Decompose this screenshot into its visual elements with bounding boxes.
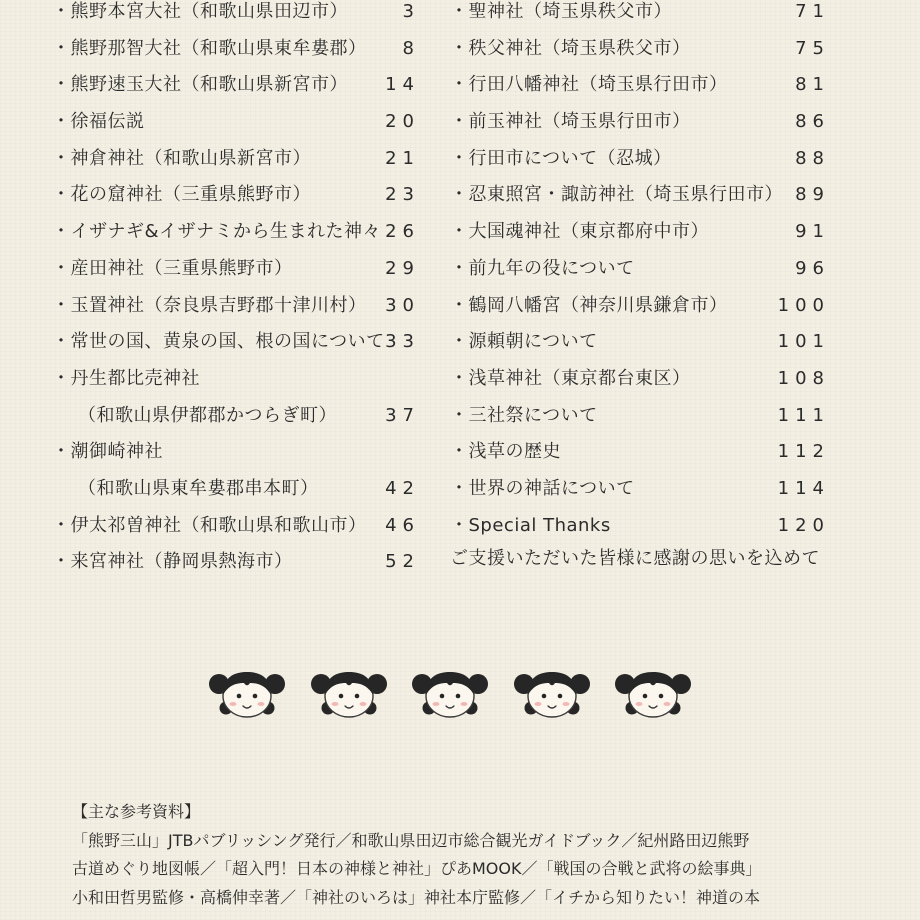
- toc-entry: [52, 434, 424, 471]
- toc-entry-title: ・源頼朝について: [450, 331, 598, 353]
- toc-entry: [450, 141, 834, 178]
- toc-entry-page: 88: [795, 147, 830, 169]
- toc-entry-title: ・鶴岡八幡宮（神奈川県鎌倉市）: [450, 294, 728, 316]
- toc-entry-page: 91: [795, 221, 830, 243]
- toc-entry: [450, 434, 834, 471]
- toc-entry: [450, 177, 834, 214]
- toc-entry: [450, 508, 834, 545]
- toc-entry: [450, 251, 834, 288]
- toc-entry: [450, 324, 834, 361]
- toc-entry-page: 14: [385, 74, 420, 96]
- girl-face-icon: [405, 663, 495, 723]
- toc-entry-title: ・熊野本宮大社（和歌山県田辺市）: [52, 1, 348, 22]
- toc-entry-title: ・前玉神社（埼玉県行田市）: [450, 111, 691, 133]
- toc-entry-title: ・浅草の歴史: [450, 441, 561, 463]
- toc-entry: [52, 324, 424, 361]
- toc-entry-title: ・三社祭について: [450, 404, 598, 426]
- toc-entry-page: 112: [777, 441, 830, 463]
- toc-entry-title: ・前九年の役について: [450, 257, 635, 279]
- references-line: 小和田哲男監修・高橋伸幸著／「神社のいろは」神社本庁監修／「イチから知りたい！神道の本: [72, 887, 761, 907]
- toc-entry-page: 23: [385, 184, 420, 206]
- toc-entry-title: ・Special Thanks: [450, 514, 611, 536]
- toc-entry: [450, 0, 834, 31]
- references-heading: 【主な参考資料】: [72, 802, 201, 821]
- toc-entry-title: ・産田神社（三重県熊野市）: [52, 257, 293, 279]
- toc-entry-page: 3: [402, 1, 420, 22]
- toc-entry-title: ・玉置神社（奈良県吉野郡十津川村）: [52, 294, 367, 316]
- girl-face-icon: [202, 663, 292, 723]
- toc-entry-page: 52: [385, 551, 420, 573]
- toc-entry-page: 33: [385, 331, 420, 353]
- toc-entry-page: 101: [777, 331, 830, 353]
- toc-entry-page: 81: [795, 74, 830, 96]
- toc-entry: [52, 398, 424, 435]
- girl-face-icon: [608, 663, 698, 723]
- toc-entry: [52, 104, 424, 141]
- toc-entry: [52, 177, 424, 214]
- toc-entry-page: 26: [385, 221, 420, 243]
- toc-entry: [450, 471, 834, 508]
- toc-entry-title: ・イザナギ&イザナミから生まれた神々: [52, 221, 382, 243]
- toc-entry-page: 100: [777, 294, 830, 316]
- toc-entry-title: ・行田市について（忍城）: [450, 147, 672, 169]
- toc-entry-title: ・浅草神社（東京都台東区）: [450, 367, 691, 389]
- toc-entry: [450, 214, 834, 251]
- references-lines: [72, 827, 852, 913]
- toc-entry: [52, 544, 424, 581]
- girl-face-icon: [304, 663, 394, 723]
- references-section: [72, 798, 852, 912]
- references-line: 「熊野三山」JTBパブリッシング発行／和歌山県田辺市総合観光ガイドブック／紀州路田辺熊野: [72, 830, 750, 850]
- toc-entry: [52, 31, 424, 68]
- toc-entry-title: ・大国魂神社（東京都府中市）: [450, 221, 709, 243]
- toc-entry: [52, 361, 424, 398]
- toc-entry: [450, 288, 834, 325]
- toc-entry: [450, 361, 834, 398]
- toc-entry: [450, 67, 834, 104]
- toc-entry-title: ・神倉神社（和歌山県新宮市）: [52, 147, 311, 169]
- toc-entry-page: 86: [795, 111, 830, 133]
- toc-entry-page: 114: [777, 477, 830, 499]
- closing-message: ご支援いただいた皆様に感謝の思いを込めて: [450, 548, 820, 569]
- toc-entry-title: ・秩父神社（埼玉県秩父市）: [450, 37, 691, 59]
- toc-entry-title: ・熊野那智大社（和歌山県東牟婁郡）: [52, 37, 367, 59]
- toc-entry-title: ・忍東照宮・諏訪神社（埼玉県行田市）: [450, 184, 783, 206]
- toc-entry-page: 96: [795, 257, 830, 279]
- toc-left-column: [52, 0, 424, 581]
- toc-entry: [52, 251, 424, 288]
- toc-right-column: [450, 0, 834, 544]
- toc-entry-page: 89: [795, 184, 830, 206]
- toc-entry-title: ・花の窟神社（三重県熊野市）: [52, 184, 311, 206]
- toc-entry-title: ・熊野速玉大社（和歌山県新宮市）: [52, 74, 348, 96]
- girl-faces-illustration: [202, 663, 702, 723]
- toc-entry-page: 8: [402, 37, 420, 59]
- toc-entry-title: （和歌山県東牟婁郡串本町）: [78, 477, 319, 499]
- toc-entry-page: 37: [385, 404, 420, 426]
- toc-entry-page: 71: [795, 1, 830, 22]
- toc-entry-title: ・潮御崎神社: [52, 441, 163, 463]
- toc-entry: [52, 67, 424, 104]
- girl-face-icon: [507, 663, 597, 723]
- toc-entry: [52, 214, 424, 251]
- toc-entry: [52, 471, 424, 508]
- toc-entry-title: ・常世の国、黄泉の国、根の国について: [52, 331, 385, 353]
- toc-entry-page: 21: [385, 147, 420, 169]
- toc-entry-page: 29: [385, 257, 420, 279]
- toc-entry: [52, 508, 424, 545]
- toc-entry: [450, 398, 834, 435]
- toc-entry-page: 108: [777, 367, 830, 389]
- toc-entry: [52, 288, 424, 325]
- toc-entry-title: ・丹生都比売神社: [52, 367, 200, 389]
- toc-entry-title: （和歌山県伊都郡かつらぎ町）: [78, 404, 337, 426]
- toc-entry-title: ・聖神社（埼玉県秩父市）: [450, 1, 672, 22]
- toc-entry-page: 75: [795, 37, 830, 59]
- toc-entry-title: ・世界の神話について: [450, 477, 635, 499]
- toc-entry: [450, 104, 834, 141]
- toc-entry-page: 42: [385, 477, 420, 499]
- toc-entry-page: 120: [777, 514, 830, 536]
- toc-entry: [52, 0, 424, 31]
- toc-entry-page: 111: [777, 404, 830, 426]
- toc-entry-title: ・来宮神社（静岡県熱海市）: [52, 551, 293, 573]
- references-line: 古道めぐり地図帳／「超入門！日本の神様と神社」ぴあMOOK／「戦国の合戦と武将の絵事典」: [72, 859, 762, 878]
- toc-entry-page: 30: [385, 294, 420, 316]
- toc-entry: [52, 141, 424, 178]
- toc-entry-page: 46: [385, 514, 420, 536]
- toc-entry-title: ・徐福伝説: [52, 111, 145, 133]
- toc-entry-title: ・伊太祁曽神社（和歌山県和歌山市）: [52, 514, 367, 536]
- toc-entry: [450, 31, 834, 68]
- toc-entry-page: 20: [385, 111, 420, 133]
- toc-entry-title: ・行田八幡神社（埼玉県行田市）: [450, 74, 728, 96]
